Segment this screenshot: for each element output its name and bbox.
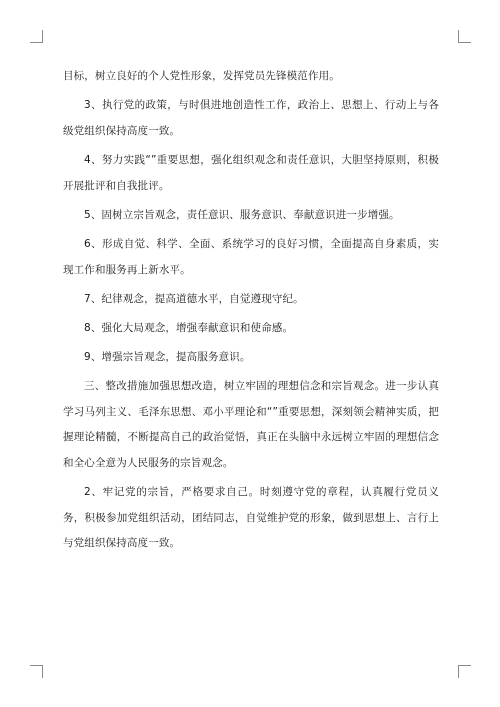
- paragraph-3: 4、努力实践“”重要思想，强化组织观念和责任意识，大胆坚持原则，积极开展批评和自我批评。: [63, 153, 439, 192]
- crop-mark-bottom-right: [458, 665, 471, 678]
- paragraph-1: 目标，树立良好的个人党性形象，发挥党员先锋模范作用。: [63, 70, 340, 82]
- crop-mark-bottom-left: [30, 665, 43, 678]
- paragraph-5: 6、形成自觉、科学、全面、系统学习的良好习惯，全面提高自身素质，实现工作和服务再上新水平。: [63, 237, 439, 276]
- paragraph-7: 8、强化大局观念，增强奉献意识和使命感。: [84, 321, 294, 334]
- paragraph-10: 2、牢记党的宗旨，严格要求自己。时刻遵守党的章程，认真履行党员义务，积极参加党组织活动，团结同志，自觉维护党的形象，做到思想上、言行上与党组织保持高度一致。: [63, 486, 439, 550]
- paragraph-8: 9、增强宗旨观念，提高服务意识。: [84, 351, 251, 364]
- crop-mark-top-left: [30, 30, 43, 43]
- paragraph-2: 3、执行党的政策，与时俱进地创造性工作，政治上、思想上、行动上与各级党组织保持高度一致。: [63, 99, 439, 137]
- paragraph-9: 三、整改措施加强思想改造，树立牢固的理想信念和宗旨观念。进一步认真学习马列主义、毛泽东思想、邓小平理论和“”重要思想，深刻领会精神实质，把握理论精髓，不断提高自己的政治觉悟，真正在头脑中永远树立牢固的理想信念和全心全意为人民服务的宗旨观念。: [63, 380, 439, 470]
- paragraph-4: 5、固树立宗旨观念，责任意识、服务意识、奉献意识进一步增强。: [84, 208, 400, 221]
- paragraph-6: 7、纪律观念，提高道德水平，自觉遵现守纪。: [84, 292, 304, 305]
- crop-mark-top-right: [458, 30, 471, 43]
- document-body: [63, 64, 439, 561]
